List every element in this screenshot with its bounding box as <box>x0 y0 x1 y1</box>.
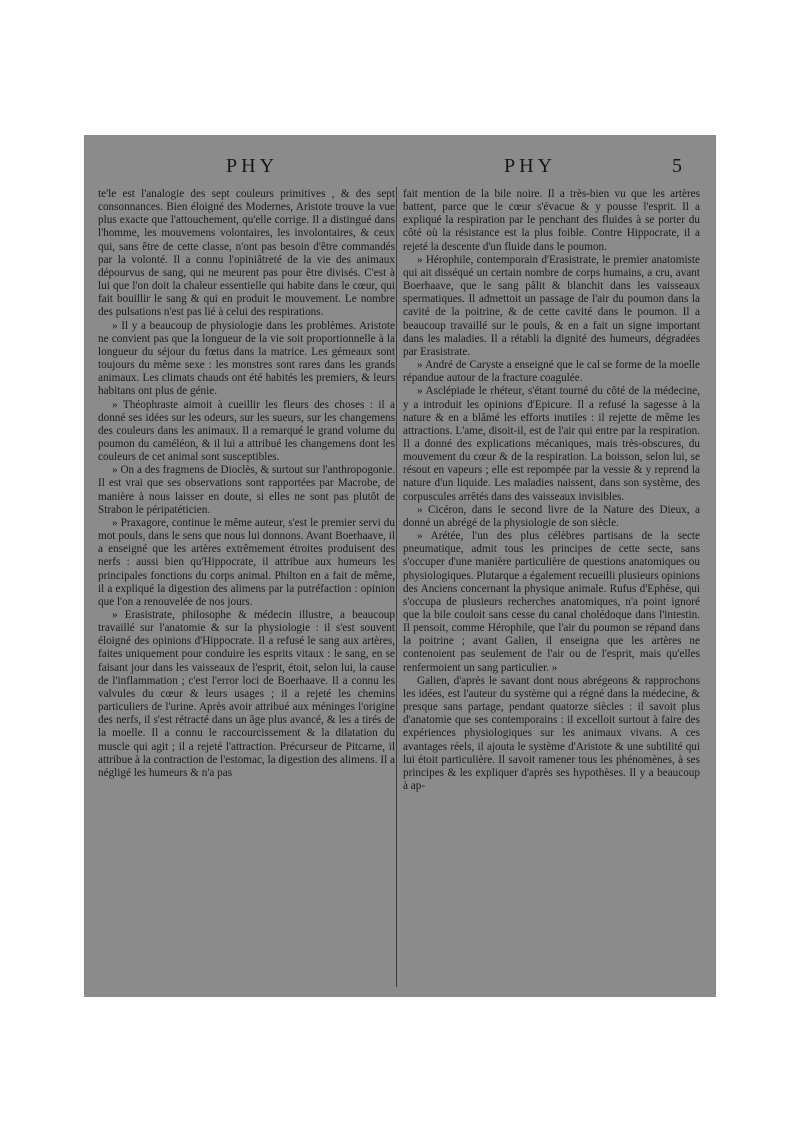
paragraph: » Théophraste aimoit à cueillir les fleurs des choses : il a donné ses idées sur les odeurs, sur les sueurs, sur les changemens des couleurs dans les animaux. Il a remarqué le grand volume du poumon du caméléon, & il lui a attribué les changemens dont les couleurs de cet animal sont susceptibles. <box>98 398 395 464</box>
paragraph: » Praxagore, continue le même auteur, s'est le premier servi du mot pouls, dans le sens que nous lui donnons. Avant Boerhaave, il a enseigné que les artères extrêmement étroites produisent des nerfs : aussi bien qu'Hippocrate, il attribue aux humeurs les principales fonctions du corps animal. Philton en a fait de même, il a expliqué la digestion des alimens par la putréfaction : opinion que l'on a renouvelée de nos jours. <box>98 516 395 608</box>
paragraph: » Cicéron, dans le second livre de la Nature des Dieux, a donné un abrégé de la physiologie de son siècle. <box>403 503 700 529</box>
paragraph: » André de Caryste a enseigné que le cal se forme de la moelle répandue autour de la fracture coagulée. <box>403 359 700 385</box>
left-column <box>98 188 395 780</box>
header-left: PHY <box>226 155 279 177</box>
paragraph: » On a des fragmens de Dioclès, & surtout sur l'anthropogonie. Il est vrai que ses observations sont rapportées par Macrobe, de manière à nous laisser en doute, si elles ne sont pas plutôt de Strabon le péripatéticien. <box>98 464 395 516</box>
paragraph: » Il y a beaucoup de physiologie dans les problèmes. Aristote ne convient pas que la longueur de la vie soit proportionnelle à la longueur du séjour du fœtus dans la matrice. Les gémeaux sont toujours du même sexe : les monstres sont rares dans les grands animaux. Les climats chauds ont été habités les premiers, & leurs habitans ont plus de génie. <box>98 319 395 398</box>
header-right: PHY <box>504 155 557 177</box>
page-number: 5 <box>672 155 686 177</box>
paragraph: » Erasistrate, philosophe & médecin illustre, a beaucoup travaillé sur l'anatomie & sur la physiologie : il s'est souvent éloigné des opinions d'Hippocrate. Il a refusé le sang aux artères, faites uniquement pour conduire les esprits vitaux : le sang, en se faisant jour dans les vaisseaux de l'esprit, étoit, selon lui, la cause de l'inflammation ; c'est l'error loci de Boerhaave. Il a connu les valvules du cœur & leurs usages ; il a rejeté les chemins particuliers de l'urine. Après avoir attribué aux méninges l'origine des nerfs, il s'est rétracté dans un âge plus avancé, & les a tirés de la moelle. Il a connu le raccourcissement & la dilatation du muscle qui agit ; il a rejeté l'attraction. Précurseur de Pitcarne, il attribue à la contraction de l'estomac, la digestion des alimens. Il a négligé les humeurs & n'a pas <box>98 609 395 779</box>
column-divider <box>396 187 397 987</box>
right-column <box>403 188 700 793</box>
scanned-page <box>84 135 716 997</box>
paragraph: » Asclépiade le rhéteur, s'étant tourné du côté de la médecine, y a introduit les opinions d'Epicure. Il a refusé la sagesse à la nature & en a blâmé les efforts inutiles : il rejette de même les attractions. L'ame, disoit-il, est de l'air qui entre par la respiration. Il a donné des explications mécaniques, mais très-obscures, du mouvement du cœur & de la respiration. La boisson, selon lui, se résout en vapeurs ; elle est repompée par la vessie & y reprend la nature d'un liquide. Les maladies naissent, dans son système, des corpuscules arrêtés dans des vaisseaux invisibles. <box>403 385 700 503</box>
paragraph: » Hérophile, contemporain d'Erasistrate, le premier anatomiste qui ait disséqué un certain nombre de corps humains, a cru, avant Boerhaave, que le sang pâlit & blanchit dans les vaisseaux spermatiques. Il admettoit un passage de l'air du poumon dans la cavité de la poitrine, & de cette cavité dans le poumon. Il a beaucoup travaillé sur le pouls, & en a fait un signe important dans les maladies. Il a rétabli la dignité des humeurs, dégradées par Erasistrate. <box>403 253 700 358</box>
paragraph: Galien, d'après le savant dont nous abrégeons & rapprochons les idées, est l'auteur du système qui a régné dans la médecine, & presque sans partage, pendant quatorze siècles : il savoit plus d'anatomie que ses contemporains : il excelloit surtout à faire des expériences physiologiques sur les animaux vivans. A ces avantages réels, il ajouta le système d'Aristote & une subtilité qui lui étoit particulière. Il savoit ramener tous les phénomènes, à ses principes & les expliquer d'après ses hypothèses. Il y a beaucoup à ap- <box>403 674 700 793</box>
running-header <box>84 155 716 179</box>
paragraph: fait mention de la bile noire. Il a très-bien vu que les artères battent, parce que le cœur s'évacue & y pousse l'esprit. Il a expliqué la respiration par le penchant des fluides à se porter du côté où la résistance est la plus foible. Contre Hippocrate, il a rejeté la descente d'un fluide dans le poumon. <box>403 188 700 253</box>
paragraph: te'le est l'analogie des sept couleurs primitives , & des sept consonnances. Bien éloigné des Modernes, Aristote trouve la vue plus exacte que l'attouchement, qu'elle corrige. Il a distingué dans l'homme, les mouvemens volontaires, les involontaires, & ceux qui, sans être de cette classe, n'ont pas besoin d'être commandés par la volonté. Il a connu l'opiniâtreté de la vie des animaux dépourvus de sang, qui ne meurent pas pour être divisés. C'est à lui que l'on doit la chaleur essentielle qui habite dans le cœur, qui fait bouillir le sang & qui en produit le mouvement. Le nombre des pulsations n'est pas lié à celui des respirations. <box>98 188 395 319</box>
paragraph: » Arétée, l'un des plus célèbres partisans de la secte pneumatique, admit tous les principes de cette secte, sans s'occuper d'une manière particulière de questions anatomiques ou physiologiques. Plutarque a également recueilli plusieurs opinions des Anciens concernant la physique animale. Rufus d'Ephèse, qui s'occupa de plusieurs recherches anatomiques, n'a point ignoré que la bile couloit sans cesse du canal cholédoque dans l'intestin. Il pensoit, comme Hérophile, que l'air du poumon se répand dans la poitrine ; avant Galien, il enseigna que les artères ne contenoient pas seulement de l'air ou de l'esprit, mais qu'elles renfermoient un sang particulier. » <box>403 530 700 674</box>
